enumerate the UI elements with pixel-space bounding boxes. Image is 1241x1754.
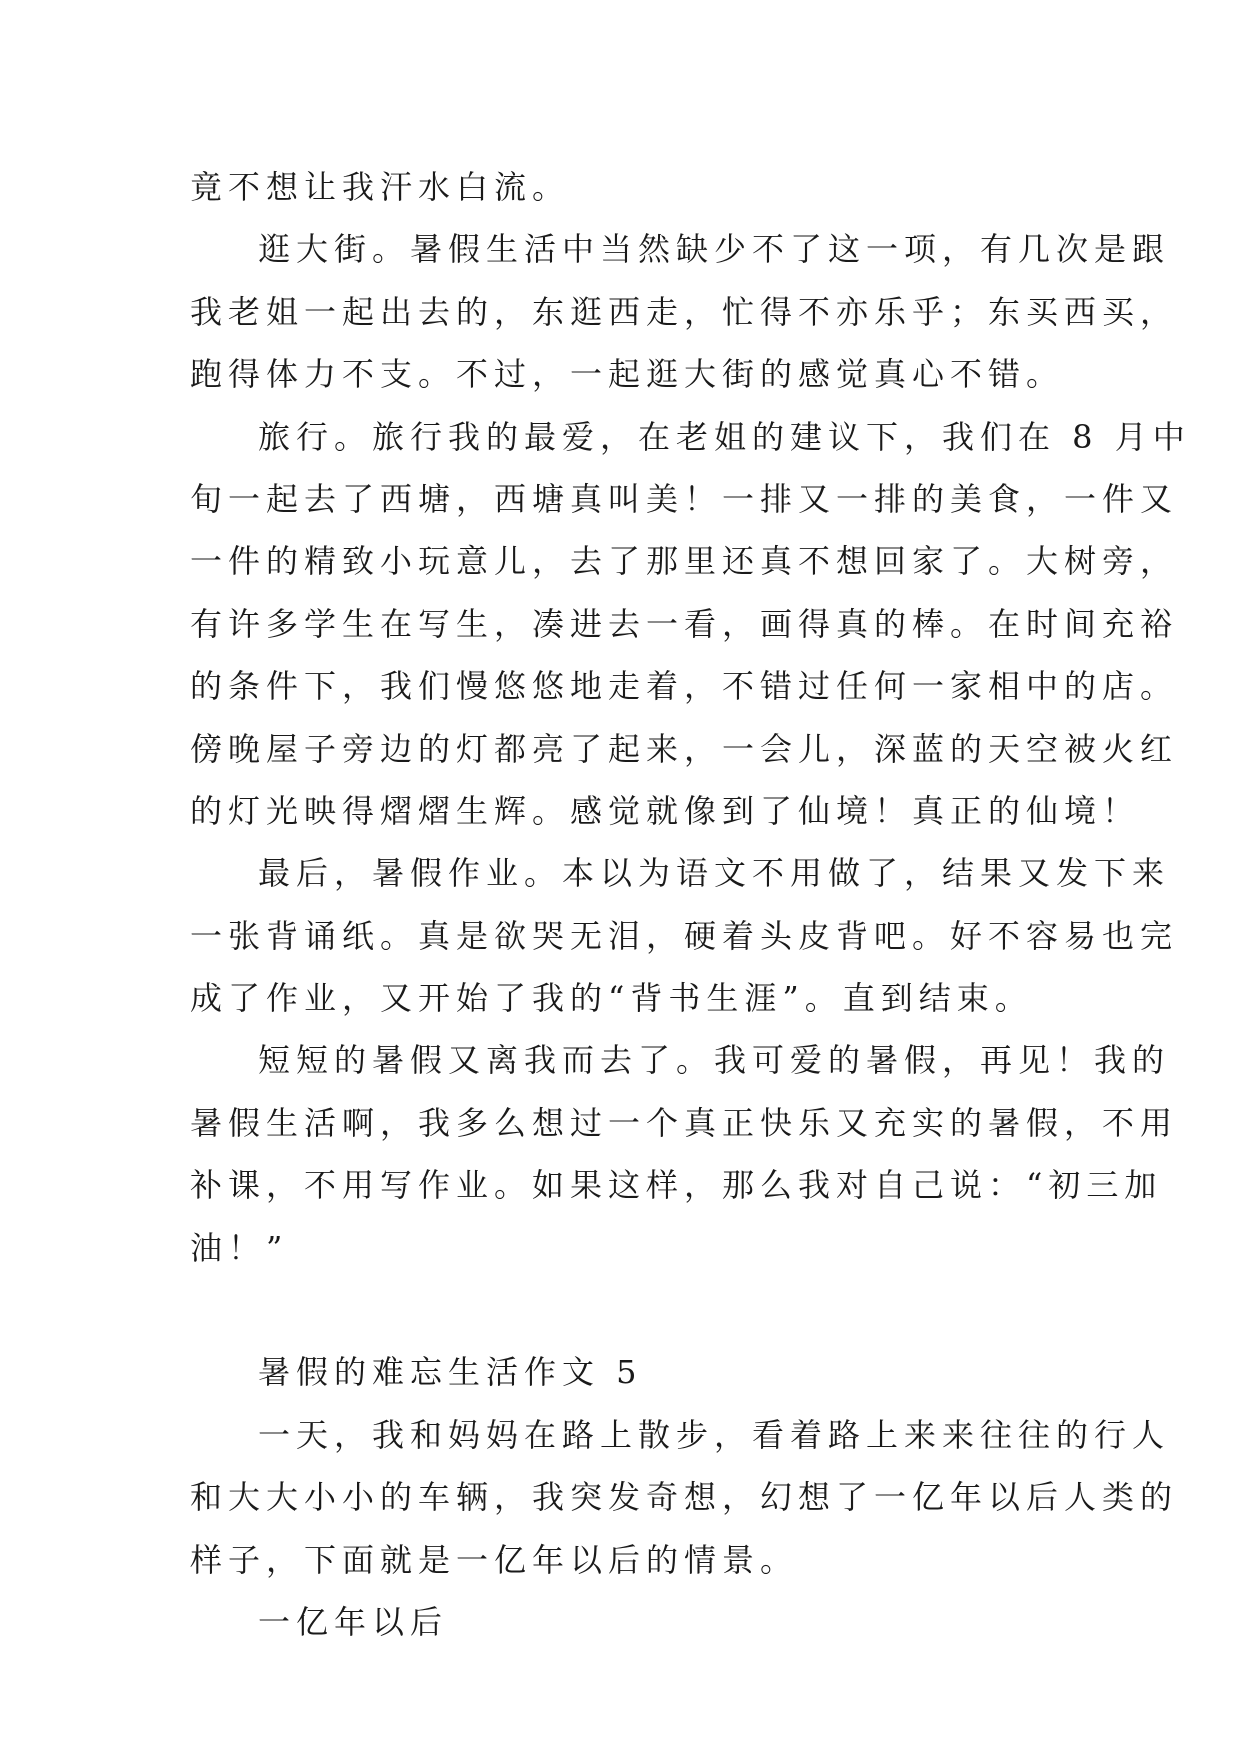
blank-line [190,1279,1090,1341]
paragraph-line: 一亿年以后 [258,1602,449,1641]
paragraph-line: 一件的精致小玩意儿，去了那里还真不想回家了。大树旁， [190,542,1179,581]
paragraph-line: 逛大街。暑假生活中当然缺少不了这一项，有几次是跟 [258,230,1171,269]
paragraph-line: 短短的暑假又离我而去了。我可爱的暑假，再见！我的 [258,1041,1171,1080]
document-body [190,156,1191,1653]
paragraph-line: 傍晚屋子旁边的灯都亮了起来，一会儿，深蓝的天空被火红 [190,729,1179,768]
paragraph-line: 和大大小小的车辆，我突发奇想，幻想了一亿年以后人类的 [190,1478,1179,1517]
section-title: 暑假的难忘生活作文 5 [258,1353,643,1392]
paragraph-line: 成了作业，又开始了我的“背书生涯”。直到结束。 [190,979,1033,1018]
paragraph-line: 竟不想让我汗水白流。 [190,168,571,206]
paragraph-line: 补课，不用写作业。如果这样，那么我对自己说：“初三加 [190,1166,1163,1205]
paragraph-line: 一张背诵纸。真是欲哭无泪，硬着头皮背吧。好不容易也完 [190,916,1179,955]
paragraph-line: 我老姐一起出去的，东逛西走，忙得不亦乐乎；东买西买， [190,292,1179,331]
paragraph-line: 旬一起去了西塘，西塘真叫美！一排又一排的美食，一件又 [190,479,1179,518]
paragraph-line: 旅行。旅行我的最爱，在老姐的建议下，我们在 8 月中 [258,417,1191,456]
paragraph-line: 有许多学生在写生，凑进去一看，画得真的棒。在时间充裕 [190,604,1179,643]
paragraph-line: 油！” [190,1228,289,1267]
paragraph-line: 跑得体力不支。不过，一起逛大街的感觉真心不错。 [190,355,1065,394]
paragraph-line: 暑假生活啊，我多么想过一个真正快乐又充实的暑假，不用 [190,1103,1179,1142]
paragraph-line: 的灯光映得熠熠生辉。感觉就像到了仙境！真正的仙境！ [190,791,1141,830]
paragraph-line: 样子，下面就是一亿年以后的情景。 [190,1540,799,1579]
paragraph-line: 的条件下，我们慢悠悠地走着，不错过任何一家相中的店。 [190,667,1179,706]
paragraph-line: 最后，暑假作业。本以为语文不用做了，结果又发下来 [258,854,1171,893]
paragraph-line: 一天，我和妈妈在路上散步，看着路上来来往往的行人 [258,1415,1171,1454]
